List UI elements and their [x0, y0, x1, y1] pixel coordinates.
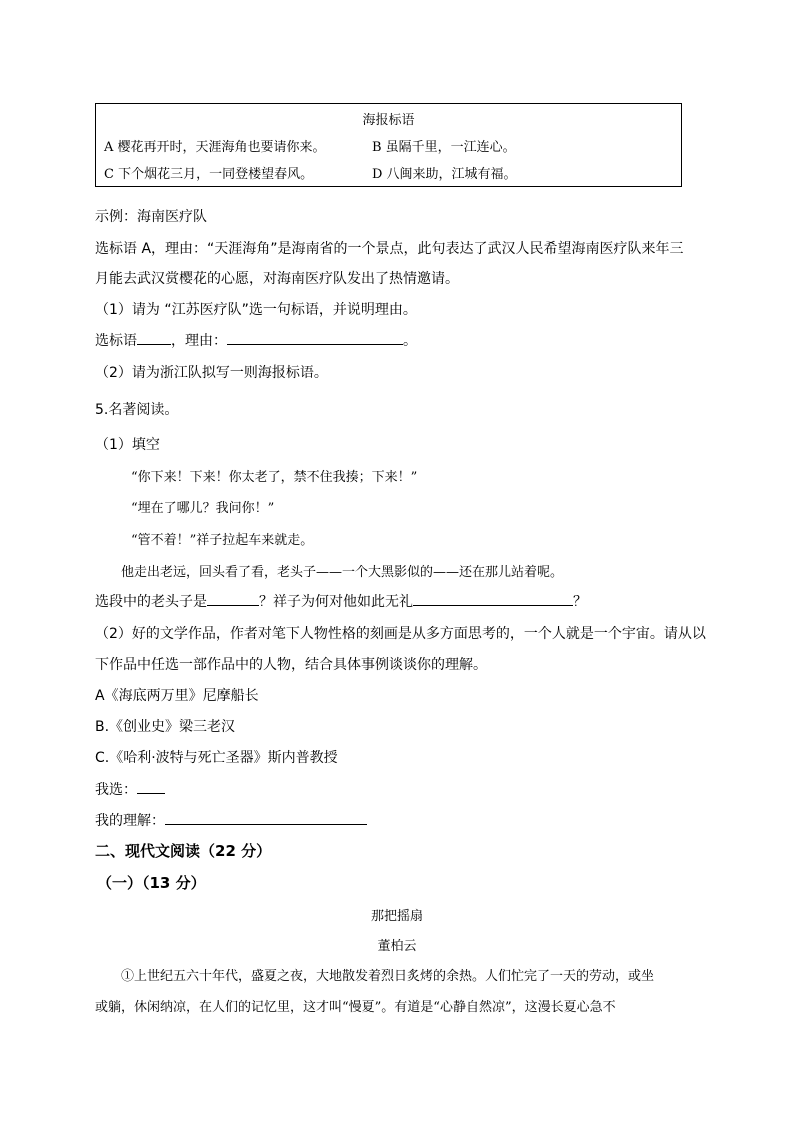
- poster-option-d: D 八闽来助，江城有福。: [372, 167, 517, 182]
- reason-rude-answer-blank[interactable]: [413, 591, 573, 606]
- q4-sub1: （1）请为 “江苏医疗队”选一句标语，并说明理由。: [95, 302, 417, 318]
- choice-b: B.《创业史》梁三老汉: [95, 719, 236, 735]
- q5-fill-line: [95, 591, 587, 611]
- poster-option-b: B 虽隔千里，一江连心。: [372, 140, 516, 155]
- poster-option-a: A 樱花再开时，天涯海角也要请你来。: [104, 140, 326, 155]
- fill-mid: ？祥子为何对他如此无礼: [259, 594, 413, 610]
- poster-box: [95, 103, 682, 187]
- my-understanding-label: 我的理解：: [95, 813, 165, 829]
- my-choice-label: 我选：: [95, 782, 137, 798]
- my-understanding-line: [95, 810, 367, 830]
- article-title: 那把摇扇: [370, 909, 423, 924]
- q5-sub1: （1）填空: [95, 437, 160, 453]
- choice-a: A《海底两万里》尼摩船长: [95, 688, 259, 704]
- q5-sub2-line2: 下作品中任选一部作品中的人物，结合具体事例谈谈你的理解。: [95, 657, 487, 673]
- section-heading: 二、现代文阅读（22 分）: [95, 842, 272, 860]
- choice-c: C.《哈利·波特与死亡圣器》斯内普教授: [95, 750, 338, 766]
- answer-prefix: 选标语: [95, 333, 137, 349]
- example-text-line1: 选标语 A，理由：“天涯海角”是海南省的一个景点，此句表达了武汉人民希望海南医疗队来年三: [95, 241, 684, 257]
- quote-3: “管不着！”祥子拉起车来就走。: [131, 533, 314, 548]
- q4-sub2: （2）请为浙江队拟写一则海报标语。: [95, 365, 328, 381]
- fill-end: ？: [573, 594, 587, 610]
- poster-option-c: C 下个烟花三月，一同登楼望春风。: [104, 167, 314, 182]
- my-understanding-blank[interactable]: [165, 810, 367, 825]
- article-author: 董柏云: [377, 939, 417, 954]
- paragraph-1-line1: ①上世纪五六十年代，盛夏之夜，大地散发着烈日炙烤的余热。人们忙完了一天的劳动，或坐: [121, 969, 655, 984]
- fill-prefix: 选段中的老头子是: [95, 594, 207, 610]
- answer-end: 。: [403, 333, 417, 349]
- reason-answer-blank[interactable]: [227, 330, 403, 345]
- standard-answer-blank[interactable]: [137, 330, 171, 345]
- poster-title: 海报标语: [362, 113, 415, 128]
- q5-title: 5.名著阅读。: [95, 402, 179, 418]
- quote-2: “埋在了哪儿？我问你！”: [131, 501, 275, 516]
- q4-answer-line: [95, 330, 417, 350]
- example-text-line2: 月能去武汉赏樱花的心愿，对海南医疗队发出了热情邀请。: [95, 271, 459, 287]
- part-heading: （一）（13 分）: [97, 874, 206, 892]
- answer-reason-label: ，理由：: [171, 333, 227, 349]
- quote-4: 他走出老远，回头看了看，老头子——一个大黑影似的——还在那儿站着呢。: [121, 565, 564, 580]
- paragraph-1-line2: 或躺，休闲纳凉，在人们的记忆里，这才叫“慢夏”。有道是“心静自然凉”，这漫长夏心急不: [95, 1000, 616, 1015]
- quote-1: “你下来！下来！你太老了，禁不住我揍；下来！”: [131, 470, 418, 485]
- old-man-answer-blank[interactable]: [207, 591, 259, 606]
- my-choice-line: [95, 779, 165, 799]
- example-label: 示例：海南医疗队: [95, 209, 207, 225]
- my-choice-blank[interactable]: [137, 779, 165, 794]
- q5-sub2-line1: （2）好的文学作品，作者对笔下人物性格的刻画是从多方面思考的，一个人就是一个宇宙。请从以: [95, 626, 706, 642]
